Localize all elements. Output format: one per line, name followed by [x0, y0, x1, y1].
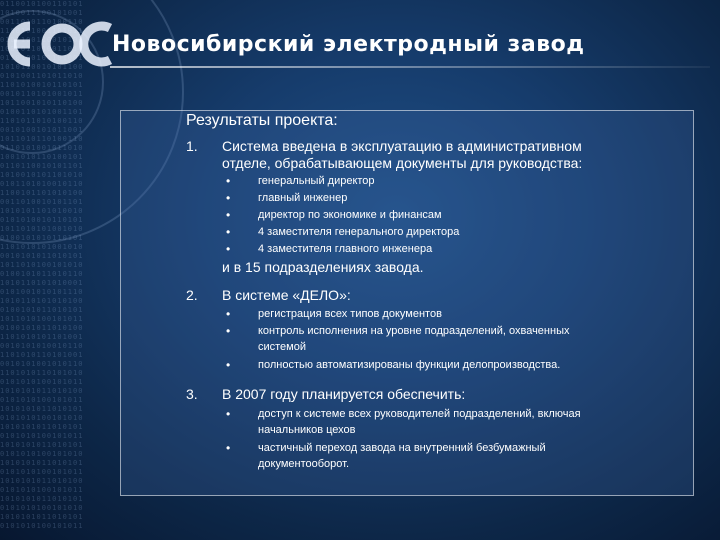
section-1-bullet-2: главный инженер — [258, 192, 348, 204]
bullet-marker: • — [226, 307, 231, 321]
title-underline — [110, 66, 710, 68]
section-1-number: 1. — [186, 138, 198, 154]
eos-logo-icon — [0, 14, 120, 74]
section-3-bullet-2-line-2: документооборот. — [258, 458, 350, 470]
section-2-number: 2. — [186, 287, 198, 303]
bullet-marker: • — [226, 358, 231, 372]
section-2-bullet-1: регистрация всех типов документов — [258, 308, 442, 320]
section-3-number: 3. — [186, 386, 198, 402]
bullet-marker: • — [226, 225, 231, 239]
binary-pattern-decoration: 0110010100110101 1010011100101001 0011010110100110 1100101001101011 0101100110010101 1001011010011010 0110100101101001 1010110010101100 0101001101011010 1101010010110101 0010110101001011 1011001010110100 0100110101001101 1101011010100110 0010100101011001 1011010110100110 0110101001011010 1001010110100101 0110110010101101 1010010101101010 0101101010010110 1100101101010100 0011010010101101 1010101101010010 0101010010110101 1011010101001010 0100101010110101 1101010101001010 0010101011010101 1011010100101010 0100101011010110 1010110101010001 0101001010101110 1010110101010100 0100101011010101 1011010100101011 0100101011010100 1101010101101001 0010101010010110 1101010110101001 0010101001010110 1101010110101010 0101010100101011 1010101011010100 0101010100101011 1010101011010101 0101010100101010 1010101011010101 0101010100101011 1010101011010101 0101010100101010 1010101011010101 0101010100101011 1010101011010100 0101010100101011 1010101011010101 0101010100101010 1010101011010101 0101010100101011 — [0, 0, 84, 530]
section-3-bullet-1-line-1: доступ к системе всех руководителей подразделений, включая — [258, 408, 581, 420]
section-1-bullet-3: директор по экономике и финансам — [258, 209, 442, 221]
section-2-bullet-2-line-1: контроль исполнения на уровне подразделений, охваченных — [258, 325, 570, 337]
section-2-text-line-1: В системе «ДЕЛО»: — [222, 287, 351, 303]
bullet-marker: • — [226, 407, 231, 421]
bullet-marker: • — [226, 441, 231, 455]
section-1-footer: и в 15 подразделениях завода. — [222, 259, 424, 275]
bullet-marker: • — [226, 191, 231, 205]
section-1-bullet-4: 4 заместителя генерального директора — [258, 226, 460, 238]
section-2-bullet-2-line-2: системой — [258, 341, 307, 353]
section-3-bullet-2-line-1: частичный переход завода на внутренний безбумажный — [258, 442, 546, 454]
section-1-text-line-2: отделе, обрабатывающем документы для руководства: — [222, 155, 583, 171]
section-1-text-line-1: Система введена в эксплуатацию в административном — [222, 138, 582, 154]
bullet-marker: • — [226, 324, 231, 338]
bullet-marker: • — [226, 242, 231, 256]
section-1-bullet-5: 4 заместителя главного инженера — [258, 243, 433, 255]
section-3-bullet-1-line-2: начальников цехов — [258, 424, 356, 436]
page-title: Новосибирский электродный завод — [112, 32, 585, 57]
section-2-bullet-3: полностью автоматизированы функции делопроизводства. — [258, 359, 561, 371]
section-1-bullet-1: генеральный директор — [258, 175, 375, 187]
bullet-marker: • — [226, 174, 231, 188]
results-heading: Результаты проекта: — [186, 112, 338, 129]
section-3-text-line-1: В 2007 году планируется обеспечить: — [222, 386, 466, 402]
bullet-marker: • — [226, 208, 231, 222]
